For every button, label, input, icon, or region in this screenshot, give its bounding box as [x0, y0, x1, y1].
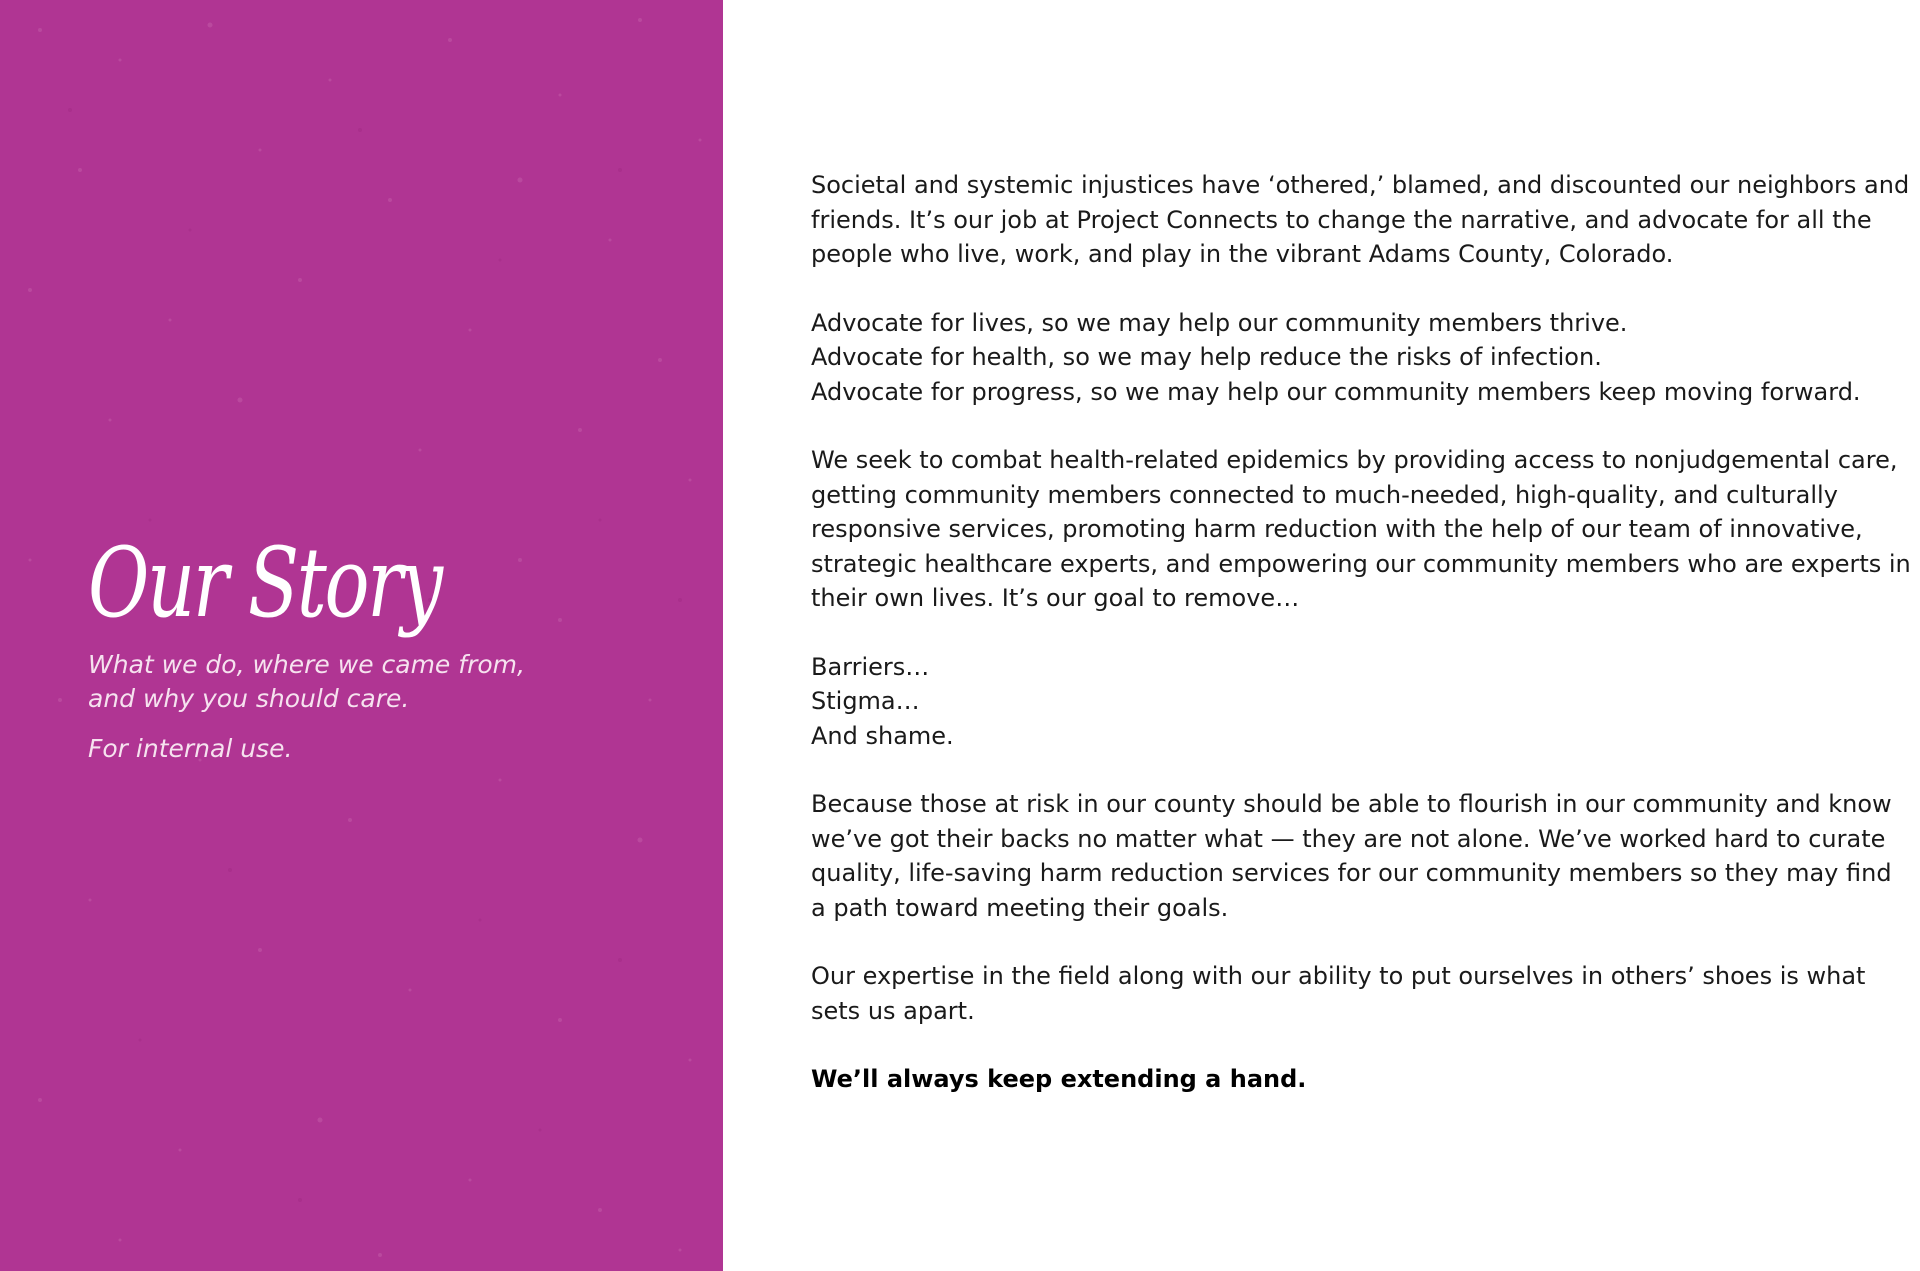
- advocate-line: Advocate for health, so we may help reduce the risks of infection.: [811, 343, 1602, 371]
- advocate-line: Advocate for progress, so we may help our community members keep moving forward.: [811, 377, 1861, 406]
- paragraph-intro: Societal and systemic injustices have ‘othered,’ blamed, and discounted our neighbors and friends. It’s our job at Project Connects to change the narrative, and advocate for all the people who live, work, and play in the vibrant Adams County, Colorado.: [811, 171, 1910, 268]
- advocate-line: Advocate for lives, so we may help our community members thrive.: [811, 308, 1628, 337]
- right-panel: [723, 0, 1920, 1271]
- closing-statement: We’ll always keep extending a hand.: [811, 1065, 1307, 1093]
- remove-line: Stigma…: [811, 687, 920, 715]
- advocate-list: [811, 306, 1911, 410]
- paragraph-mission: We seek to combat health-related epidemics by providing access to nonjudgemental care, getting community members connected to much-needed, high-quality, and culturally responsive services, promoting harm reduction with the help of our team of innovative, strategic healthcare experts, and empowering our community members who are experts in their own lives. It’s our goal to remove…: [811, 446, 1911, 612]
- page-title: Our Story: [88, 527, 441, 639]
- left-panel: [0, 0, 723, 1271]
- paragraph-because: Because those at risk in our county should be able to flourish in our community and know we’ve got their backs no matter what — they are not alone. We’ve worked hard to curate quality, life-saving harm reduction services for our community members so they may find a path toward meeting their goals.: [811, 790, 1892, 922]
- paragraph-expertise: Our expertise in the field along with our ability to put ourselves in others’ shoes is what sets us apart.: [811, 962, 1866, 1025]
- title-block: [88, 528, 648, 766]
- remove-list: [811, 650, 1911, 754]
- remove-line: And shame.: [811, 721, 954, 750]
- remove-line: Barriers…: [811, 652, 930, 681]
- subtitle: What we do, where we came from, and why you should care.: [88, 650, 525, 713]
- internal-use-note: For internal use.: [88, 734, 293, 763]
- story-content: [811, 168, 1911, 1131]
